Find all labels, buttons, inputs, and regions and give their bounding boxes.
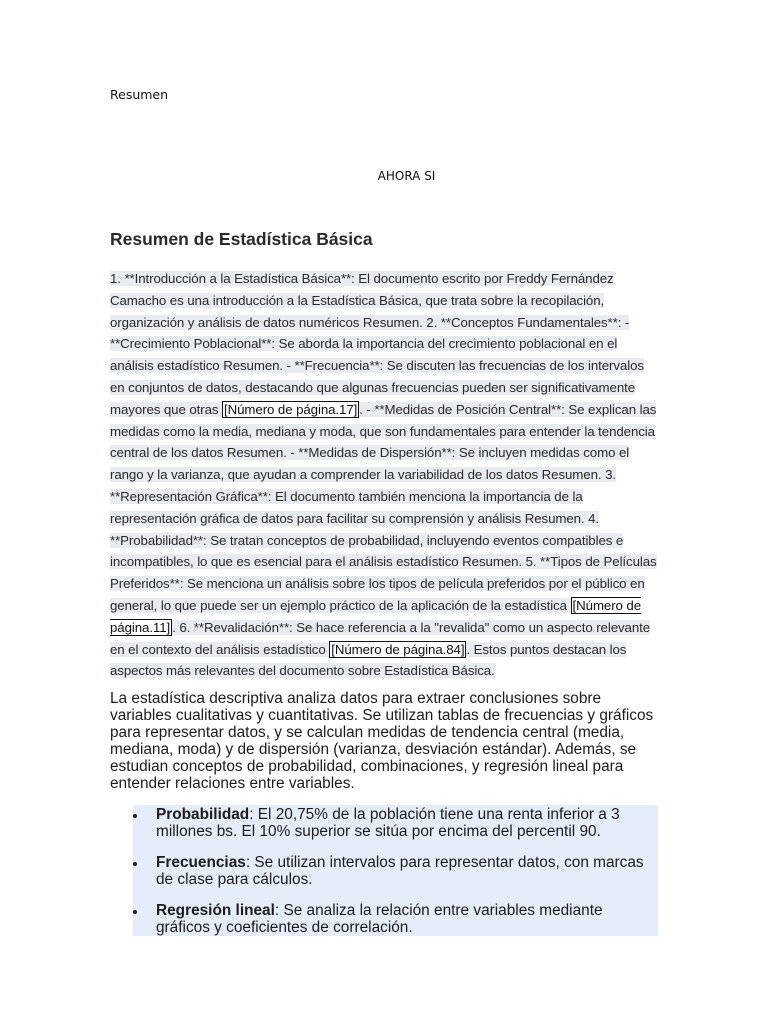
- center-label: AHORA SI: [377, 169, 436, 183]
- document-title: Resumen de Estadística Básica: [110, 229, 373, 249]
- bullet-text: : Se utilizan intervalos para representar datos, con marcas de clase para cálculos.: [156, 854, 644, 888]
- bullet-term: Probabilidad: [156, 806, 250, 823]
- description-paragraph: La estadística descriptiva analiza datos para extraer conclusiones sobre variables cualitativas y cuantitativas. Se utilizan tablas de frecuencias y gráficos para representar datos, y se calculan medidas de tendencia central (media, mediana, moda) y de dispersión (varianza, desviación estándar). Además, se estudian conceptos de probabilidad, combinaciones, y regresión lineal para entender relaciones entre variables.: [110, 690, 654, 792]
- list-item: [133, 902, 658, 936]
- list-item: [133, 854, 658, 888]
- bullet-term: Frecuencias: [156, 854, 246, 871]
- page-reference-link[interactable]: [Número de página.11]: [110, 597, 642, 635]
- bullet-list: [133, 805, 658, 936]
- summary-paragraph: [110, 268, 662, 682]
- bullet-text: : El 20,75% de la población tiene una renta inferior a 3 millones bs. El 10% superior se sitúa por encima del percentil 90.: [156, 806, 620, 840]
- page-reference-link[interactable]: [Número de página.17]: [224, 401, 358, 417]
- summary-text: . Estos puntos destacan los aspectos más relevantes del documento sobre Estadística Básica.: [110, 641, 627, 679]
- bullet-icon: [133, 862, 137, 866]
- header-label: Resumen: [110, 87, 169, 102]
- summary-text: . 6. **Revalidación**: Se hace referencia a la "revalida" como un aspecto relevante en el contexto del análisis estadístico: [110, 619, 651, 657]
- bullet-icon: [133, 814, 137, 818]
- list-item: [133, 805, 658, 840]
- bullet-text: : Se analiza la relación entre variables mediante gráficos y coeficientes de correlación.: [156, 902, 603, 936]
- bullet-term: Regresión lineal: [156, 902, 275, 919]
- summary-text: . - **Medidas de Posición Central**: Se explican las medidas como la media, mediana y moda, que son fundamentales para entender la tendencia central de los datos Resumen. - **Medidas de Dispersión**: Se incluyen medidas como el rango y la varianza, que ayudan a comprender la variabilidad de los datos Resumen. 3. **Representación Gráfica**: El documento también menciona la importancia de la representación gráfica de datos para facilitar su comprensión y análisis Resumen. 4. **Probabilidad**: Se tratan conceptos de probabilidad, incluyendo eventos compatibles e incompatibles, lo que es esencial para el análisis estadístico Resumen. 5. **Tipos de Películas Preferidos**: Se menciona un análisis sobre los tipos de película preferidos por el público en general, lo que puede ser un ejemplo práctico de la aplicación de la estadística: [110, 401, 657, 613]
- summary-text: 1. **Introducción a la Estadística Básica**: El documento escrito por Freddy Fernández Camacho es una introducción a la Estadística Básica, que trata sobre la recopilación, organización y análisis de datos numéricos Resumen. 2. **Conceptos Fundamentales**: - **Crecimiento Poblacional**: Se aborda la importancia del crecimiento poblacional en el análisis estadístico Resumen. - **Frecuencia**: Se discuten las frecuencias de los intervalos en conjuntos de datos, destacando que algunas frecuencias pueden ser significativamente mayores que otras: [110, 271, 644, 417]
- bullet-icon: [133, 910, 137, 914]
- page-reference-link[interactable]: [Número de página.84]: [331, 641, 465, 657]
